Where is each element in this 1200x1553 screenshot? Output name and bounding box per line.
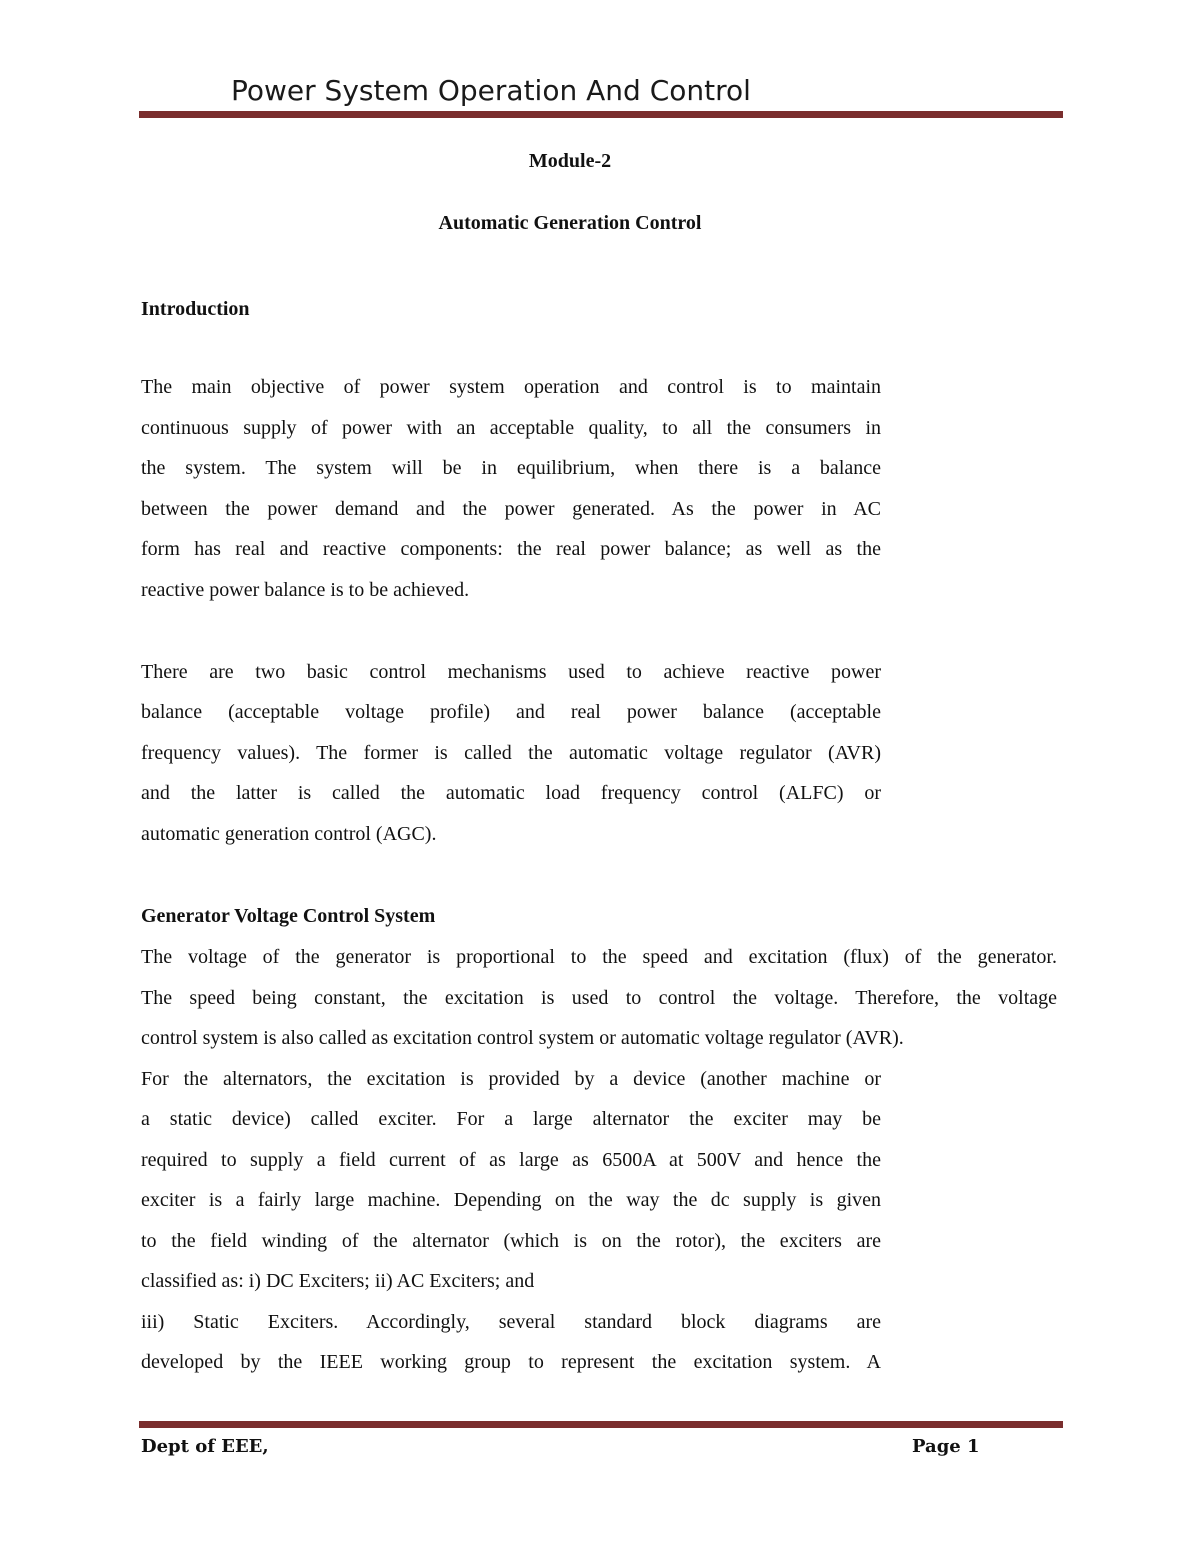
text-line: reactive power balance is to be achieved. [141,579,470,601]
text-line: The speed being constant, the excitation is used to control the voltage. Therefore, the voltage [141,987,1057,1009]
header-rule [139,111,1063,118]
text-line: iii) Static Exciters. Accordingly, several standard block diagrams are [141,1311,881,1333]
text-line: a static device) called exciter. For a large alternator the exciter may be [141,1108,881,1130]
module-title: Module-2 [528,150,612,172]
section-heading-generator-voltage-control: Generator Voltage Control System [141,905,436,927]
text-line: between the power demand and the power generated. As the power in AC [141,498,881,520]
text-line: the system. The system will be in equilibrium, when there is a balance [141,457,881,479]
text-line: The main objective of power system operation and control is to maintain [141,376,881,398]
text-line: continuous supply of power with an acceptable quality, to all the consumers in [141,417,881,439]
text-line: to the field winding of the alternator (which is on the rotor), the exciters are [141,1230,881,1252]
section-heading-introduction: Introduction [141,298,250,320]
text-line: developed by the IEEE working group to represent the excitation system. A [141,1351,881,1373]
footer-page-number: Page 1 [912,1436,980,1457]
text-line: There are two basic control mechanisms used to achieve reactive power [141,661,881,683]
text-line: The voltage of the generator is proportional to the speed and excitation (flux) of the generator. [141,946,1057,968]
footer-department: Dept of EEE, [141,1436,269,1457]
text-line: and the latter is called the automatic load frequency control (ALFC) or [141,782,881,804]
text-line: control system is also called as excitation control system or automatic voltage regulator (AVR). [141,1027,904,1049]
document-title: Automatic Generation Control [438,212,702,234]
text-line: automatic generation control (AGC). [141,823,437,845]
text-line: balance (acceptable voltage profile) and real power balance (acceptable [141,701,881,723]
running-header-title: Power System Operation And Control [231,74,751,107]
text-line: form has real and reactive components: the real power balance; as well as the [141,538,881,560]
text-line: frequency values). The former is called the automatic voltage regulator (AVR) [141,742,881,764]
text-line: classified as: i) DC Exciters; ii) AC Exciters; and [141,1270,535,1292]
footer-rule [139,1421,1063,1428]
text-line: For the alternators, the excitation is provided by a device (another machine or [141,1068,881,1090]
text-line: exciter is a fairly large machine. Depending on the way the dc supply is given [141,1189,881,1211]
text-line: required to supply a field current of as large as 6500A at 500V and hence the [141,1149,881,1171]
